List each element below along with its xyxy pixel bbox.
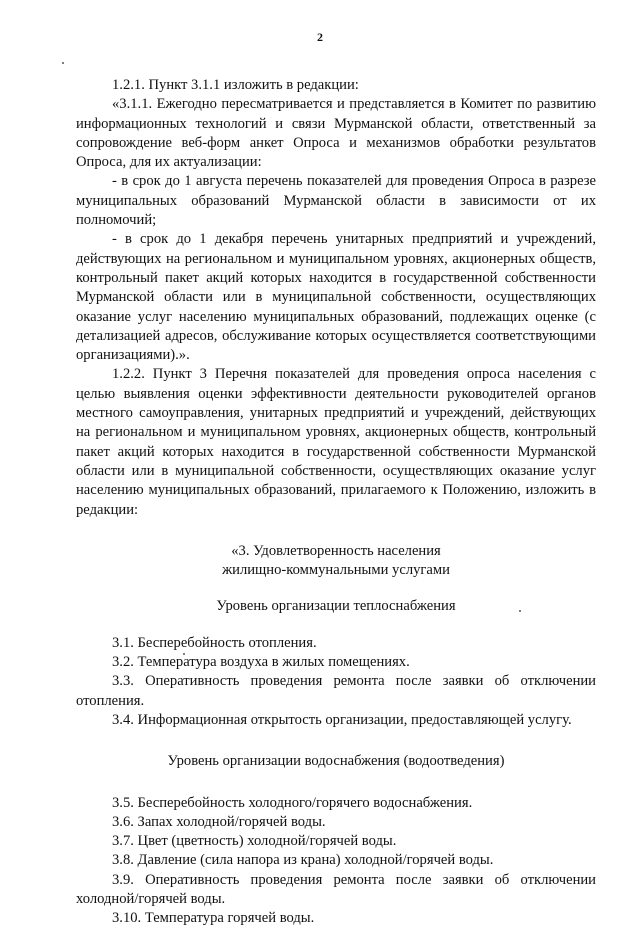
scan-speck: [62, 62, 64, 64]
list-item: 3.1. Бесперебойность отопления.: [112, 634, 317, 651]
page-number: 2: [317, 30, 323, 44]
list-item: 3.4. Информационная открытость организации, предоставляющей услугу.: [112, 711, 572, 728]
list-item: 3.7. Цвет (цветность) холодной/горячей воды.: [112, 833, 397, 850]
section-title: жилищно-коммунальными услугами: [222, 562, 450, 579]
list-item: 3.9. Оперативность проведения ремонта после заявки об отключении холодной/горячей воды.: [76, 871, 596, 907]
list-item: 3.5. Бесперебойность холодного/горячего водоснабжения.: [112, 794, 473, 811]
paragraph: 1.2.2. Пункт 3 Перечня показателей для проведения опроса населения с целью выявления оценки эффективности деятельности руководителей органов местного самоуправления, унитарных предприятий и учреждений, действующих на региональном и муниципальном уровнях, акционерных обществ, контрольный пакет акций которых находится в государственной собственности Мурманской области или в муниципальной собственности, осуществляющих оказание услуг населению муниципальных образований, прилагаемого к Положению, изложить в редакции:: [76, 366, 596, 518]
subsection-title: Уровень организации теплоснабжения: [216, 598, 456, 615]
section-title: «3. Удовлетворенность населения: [231, 542, 441, 559]
list-item: 3.3. Оперативность проведения ремонта после заявки об отключении отопления.: [76, 673, 596, 709]
subsection-title: Уровень организации водоснабжения (водоотведения): [167, 753, 505, 770]
document-body: [76, 76, 596, 929]
paragraph: «3.1.1. Ежегодно пересматривается и представляется в Комитет по развитию информационных технологий и связи Мурманской области, ответственный за сопровождение веб-форм анкет Опроса и механизмов обработки результатов Опроса, для их актуализации:: [76, 96, 596, 171]
list-item: 3.2. Температура воздуха в жилых помещениях.: [112, 654, 410, 671]
list-item: 3.8. Давление (сила напора из крана) холодной/горячей воды.: [112, 852, 494, 869]
paragraph: - в срок до 1 августа перечень показателей для проведения Опроса в разрезе муниципальных образований Мурманской области в зависимости от их полномочий;: [76, 173, 596, 229]
paragraph: - в срок до 1 декабря перечень унитарных предприятий и учреждений, действующих на региональном и муниципальном уровнях, акционерных обществ, контрольный пакет акций которых находится в государственной собственности Мурманской области или в муниципальной собственности, осуществляющих оказание услуг населению муниципальных образований, подлежащих оценке (с детализацией адресов, обслуживание которых осуществляется соответствующими организациями).».: [76, 231, 596, 364]
list-item: 3.6. Запах холодной/горячей воды.: [112, 813, 326, 830]
paragraph: 1.2.1. Пункт 3.1.1 изложить в редакции:: [112, 77, 359, 93]
list-item: 3.10. Температура горячей воды.: [112, 910, 315, 927]
